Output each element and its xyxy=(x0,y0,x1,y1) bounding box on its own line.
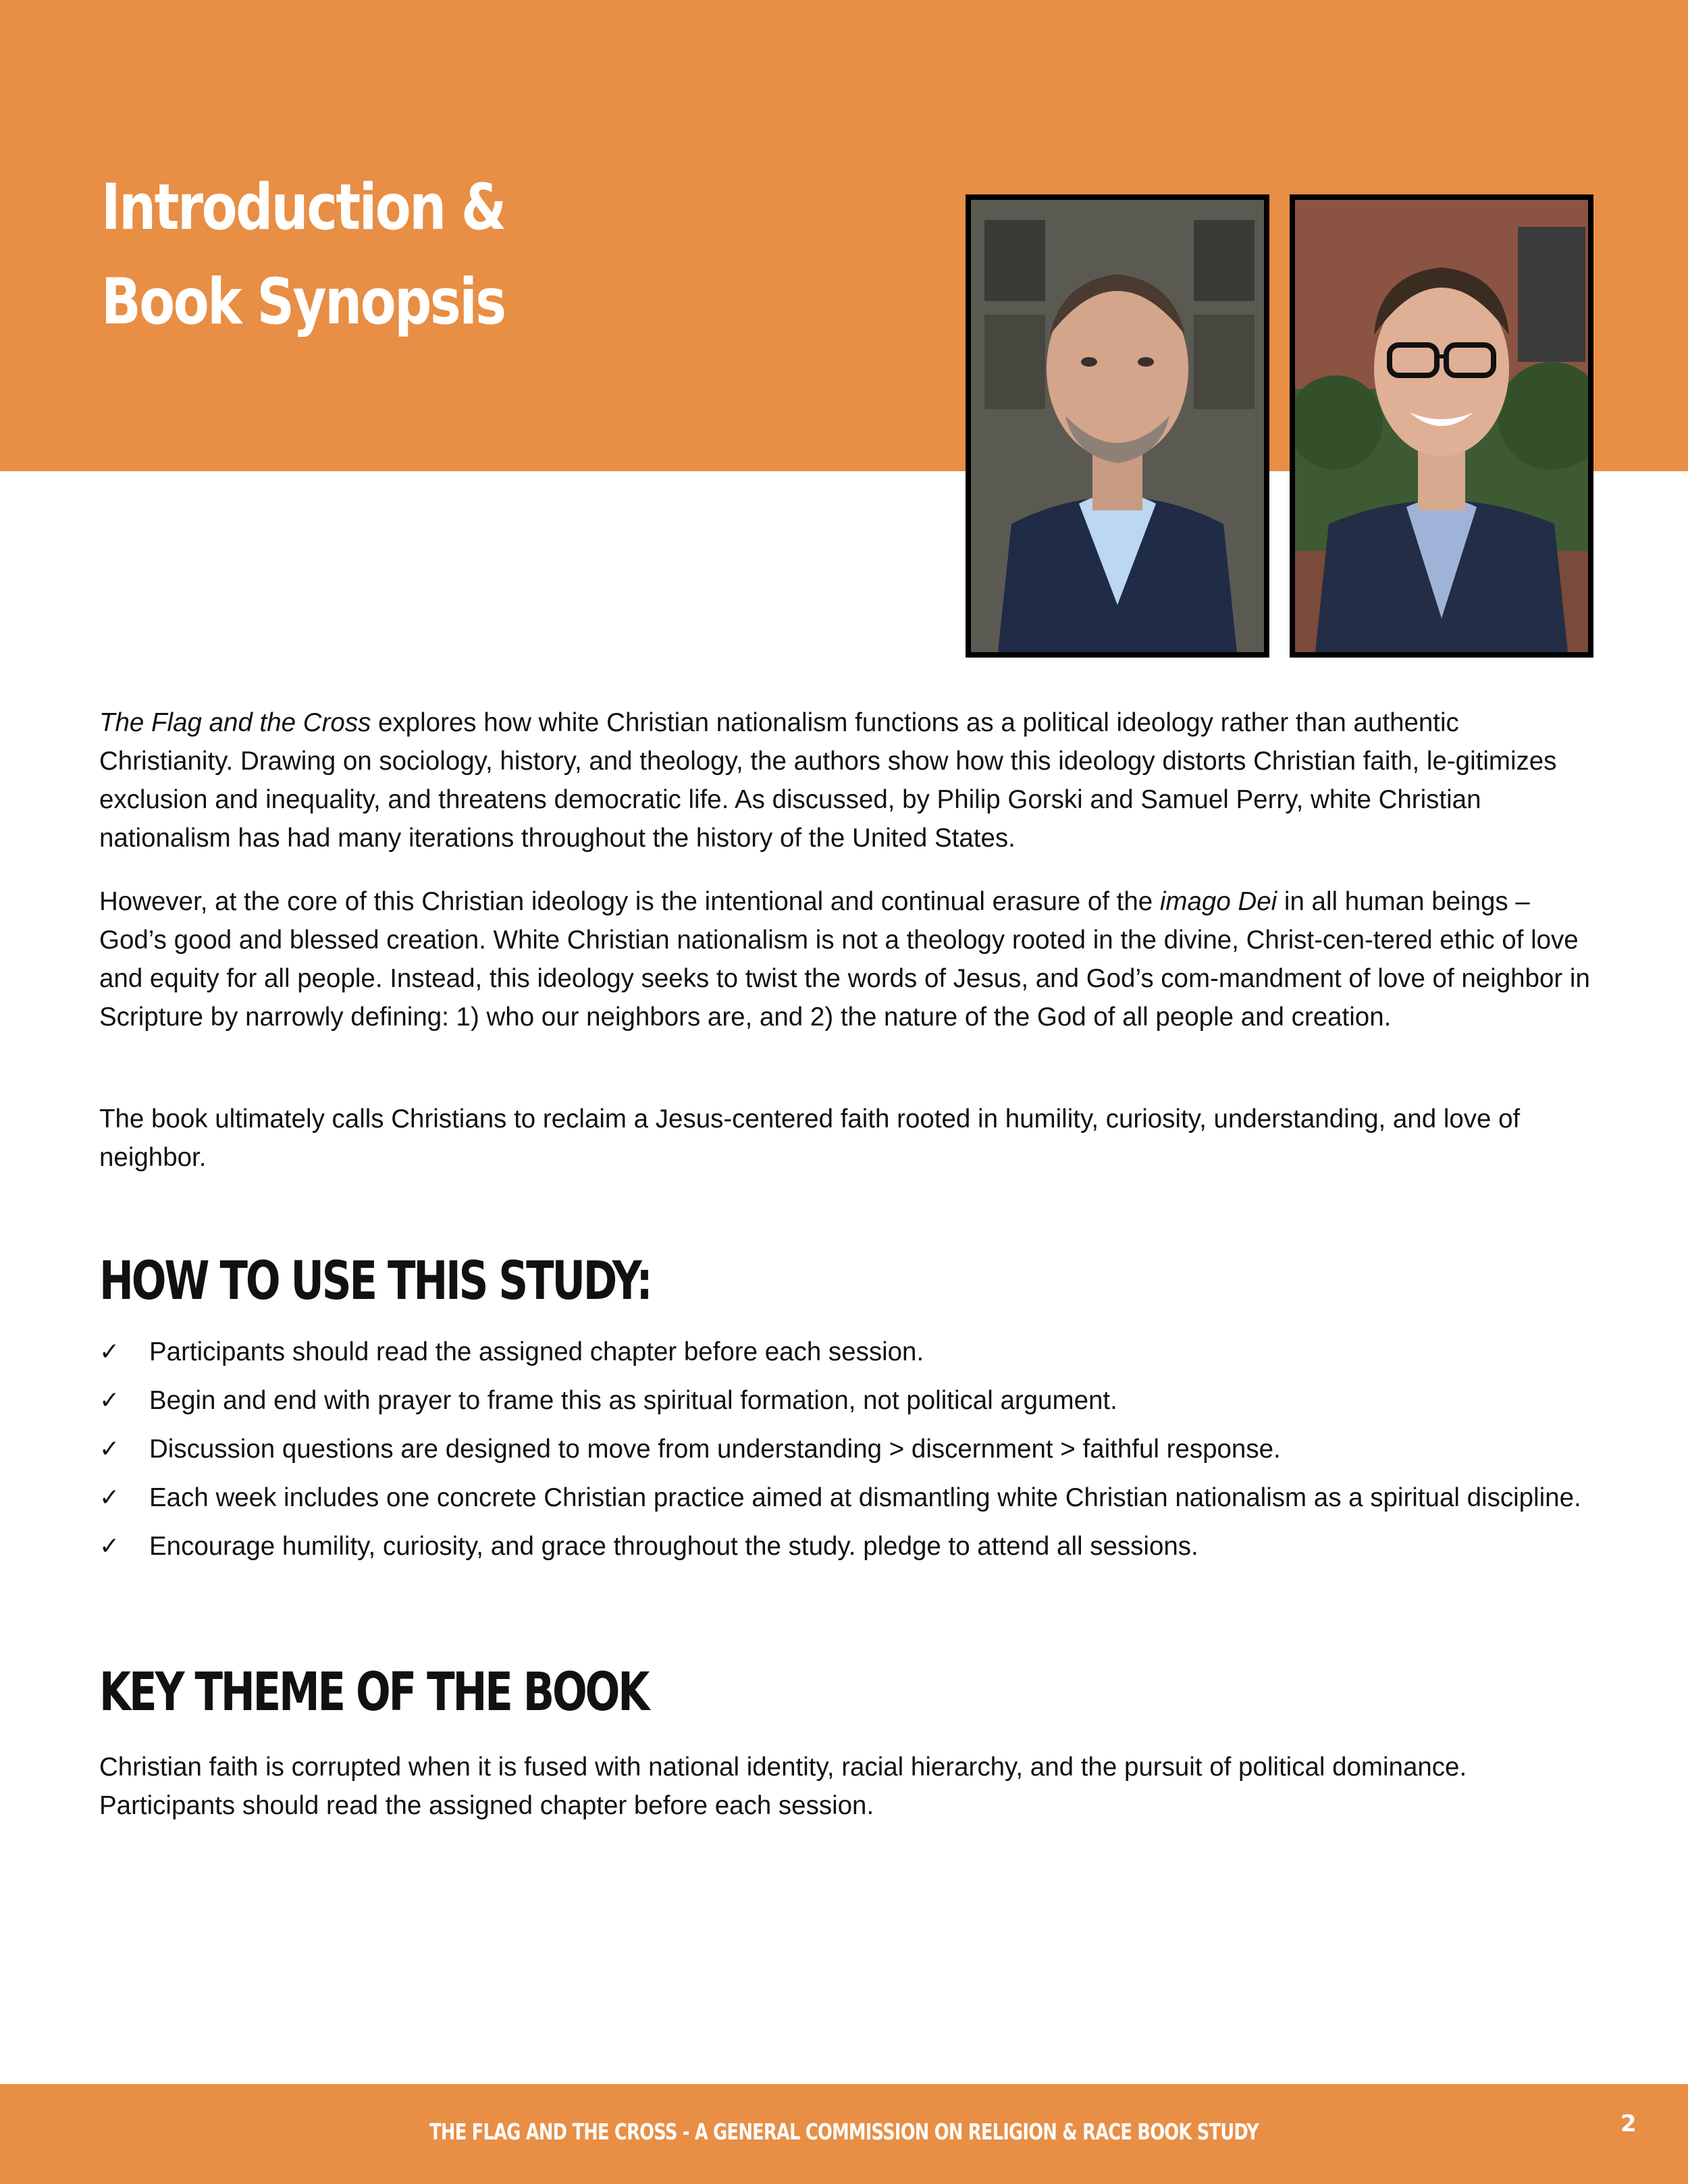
imago-dei-italic: imago Dei xyxy=(1159,887,1277,916)
page-number: 2 xyxy=(1620,2110,1637,2137)
synopsis-paragraph-2 xyxy=(99,882,1591,1036)
checkmark-icon: ✓ xyxy=(99,1484,120,1512)
list-item xyxy=(99,1528,1598,1564)
list-item-text: Participants should read the assigned chapter before each session. xyxy=(149,1337,924,1366)
author-portrait-1-icon xyxy=(971,200,1264,652)
synopsis-paragraph-2-text-b: in all human beings – God’s good and blessed creation. White Christian nationalism is not a theology rooted in the divine, Christ-cen-tered ethic of love and equity for all people. Instead, this ideology seeks to twist the words of Jesus, and God’s com-mandment of love of neighbor in Scripture by narrowly defining: 1) who our neighbors are, and 2) the nature of the God of all people and creation. xyxy=(99,887,1590,1032)
page-title xyxy=(101,161,505,350)
synopsis-paragraph-3: The book ultimately calls Christians to reclaim a Jesus-centered faith rooted in humility, curiosity, understanding, and love of neighbor. xyxy=(99,1104,1521,1172)
list-item xyxy=(99,1431,1598,1467)
page-title-line-1: Introduction & xyxy=(101,171,505,244)
checkmark-icon: ✓ xyxy=(99,1533,120,1560)
checkmark-icon: ✓ xyxy=(99,1338,120,1366)
synopsis-paragraph-1-text: explores how white Christian nationalism functions as a political ideology rather than authentic Christianity. Drawing on sociology, history, and theology, the authors show how this ideology distorts Christian faith, le-gitimizes exclusion and inequality, and threatens democratic life. As discussed, by Philip Gorski and Samuel Perry, white Christian nationalism has had many iterations throughout the history of the United States. xyxy=(99,708,1557,853)
checkmark-icon: ✓ xyxy=(99,1387,120,1414)
list-item-text: Encourage humility, curiosity, and grace throughout the study. pledge to attend all sessions. xyxy=(149,1532,1198,1561)
list-item-text: Begin and end with prayer to frame this as spiritual formation, not political argument. xyxy=(149,1386,1117,1415)
how-to-use-heading: HOW TO USE THIS STUDY: xyxy=(99,1251,651,1312)
key-theme-heading: KEY THEME OF THE BOOK xyxy=(99,1662,648,1723)
author-portrait-2-icon xyxy=(1295,200,1588,652)
list-item xyxy=(99,1334,1598,1370)
author-photo-1 xyxy=(966,194,1269,658)
how-to-use-list xyxy=(99,1334,1598,1577)
checkmark-icon: ✓ xyxy=(99,1435,120,1463)
author-photo-2 xyxy=(1290,194,1593,658)
page-title-line-2: Book Synopsis xyxy=(101,265,505,339)
synopsis-paragraph-2-text-a: However, at the core of this Christian ideology is the intentional and continual erasure of the xyxy=(99,887,1160,916)
footer-title-text: THE FLAG AND THE CROSS - A GENERAL COMMISSION ON RELIGION & RACE BOOK STUDY xyxy=(429,2119,1259,2145)
footer-title xyxy=(0,2119,1688,2145)
list-item-text: Discussion questions are designed to move from understanding > discernment > faithful response. xyxy=(149,1435,1281,1464)
list-item xyxy=(99,1480,1598,1516)
list-item-text: Each week includes one concrete Christian practice aimed at dismantling white Christian nationalism as a spiritual discipline. xyxy=(149,1483,1581,1512)
list-item xyxy=(99,1383,1598,1418)
book-title-italic: The Flag and the Cross xyxy=(99,708,371,737)
key-theme-paragraph: Christian faith is corrupted when it is fused with national identity, racial hierarchy, and the pursuit of political dominance. Participants should read the assigned chapter before each session. xyxy=(99,1753,1467,1820)
synopsis-paragraph-1 xyxy=(99,703,1591,857)
